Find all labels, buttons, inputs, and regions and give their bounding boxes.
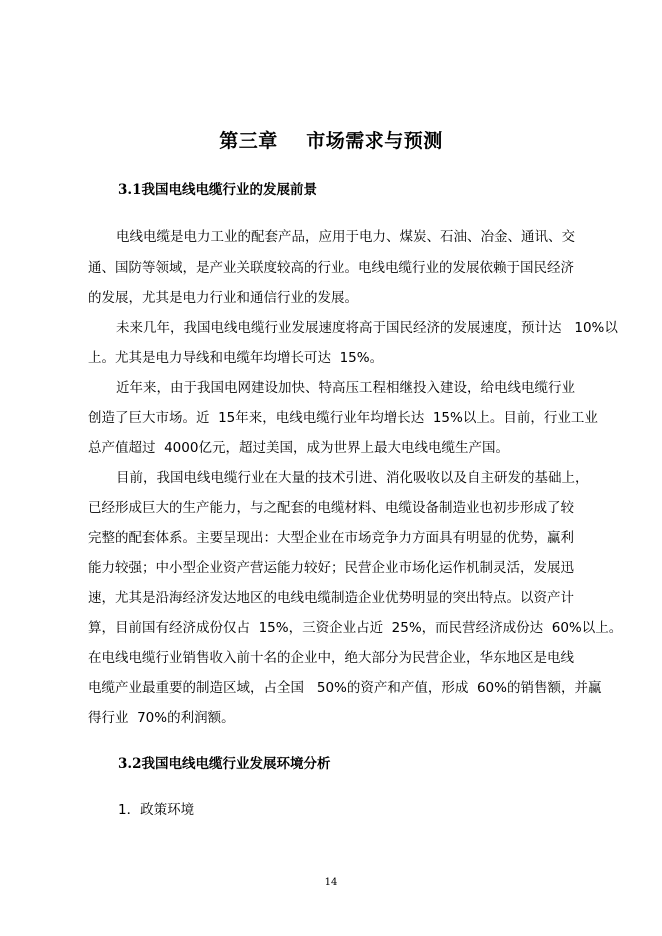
paragraph-line: 未来几年，我国电线电缆行业发展速度将高于国民经济的发展速度，预计达 10%以 xyxy=(116,320,618,336)
paragraph-line: 的发展，尤其是电力行业和通信行业的发展。 xyxy=(88,290,358,306)
paragraph-line: 在电线电缆行业销售收入前十名的企业中，绝大部分为民营企业，华东地区是电线 xyxy=(88,650,574,666)
paragraph-line: 得行业 70%的利润额。 xyxy=(88,710,235,726)
paragraph-line: 算，目前国有经济成份仅占 15%，三资企业占近 25%，而民营经济成份达 60%以上。 xyxy=(88,620,623,636)
paragraph-line: 已经形成巨大的生产能力，与之配套的电缆材料、电缆设备制造业也初步形成了较 xyxy=(88,500,574,516)
paragraph-line: 能力较强；中小型企业资产营运能力较好；民营企业市场化运作机制灵活，发展迅 xyxy=(88,560,574,576)
chapter-title: 第三章 市场需求与预测 xyxy=(219,130,443,152)
paragraph-line: 近年来，由于我国电网建设加快、特高压工程相继投入建设，给电线电缆行业 xyxy=(116,380,575,396)
paragraph-line: 创造了巨大市场。近 15年来，电线电缆行业年均增长达 15%以上。目前，行业工业 xyxy=(88,410,598,426)
section-heading-3-1: 3.1我国电线电缆行业的发展前景 xyxy=(118,182,317,198)
paragraph-line: 总产值超过 4000亿元，超过美国，成为世界上最大电线电缆生产国。 xyxy=(88,440,509,456)
section-heading-3-2: 3.2我国电线电缆行业发展环境分析 xyxy=(118,756,331,772)
subheading-policy-environment: 1．政策环境 xyxy=(118,802,195,818)
paragraph-line: 上。尤其是电力导线和电缆年均增长可达 15%。 xyxy=(88,350,384,366)
paragraph-line: 通、国防等领域，是产业关联度较高的行业。电线电缆行业的发展依赖于国民经济 xyxy=(88,260,574,276)
paragraph-line: 速，尤其是沿海经济发达地区的电线电缆制造企业优势明显的突出特点。以资产计 xyxy=(88,590,574,606)
paragraph-line: 电线电缆是电力工业的配套产品，应用于电力、煤炭、石油、冶金、通讯、交 xyxy=(116,229,575,245)
paragraph-line: 电缆产业最重要的制造区域，占全国 50%的资产和产值，形成 60%的销售额，并赢 xyxy=(88,680,602,696)
paragraph-line: 目前，我国电线电缆行业在大量的技术引进、消化吸收以及自主研发的基础上， xyxy=(116,470,589,486)
page-number: 14 xyxy=(324,877,338,888)
paragraph-line: 完整的配套体系。主要呈现出：大型企业在市场竞争力方面具有明显的优势，赢利 xyxy=(88,530,574,546)
